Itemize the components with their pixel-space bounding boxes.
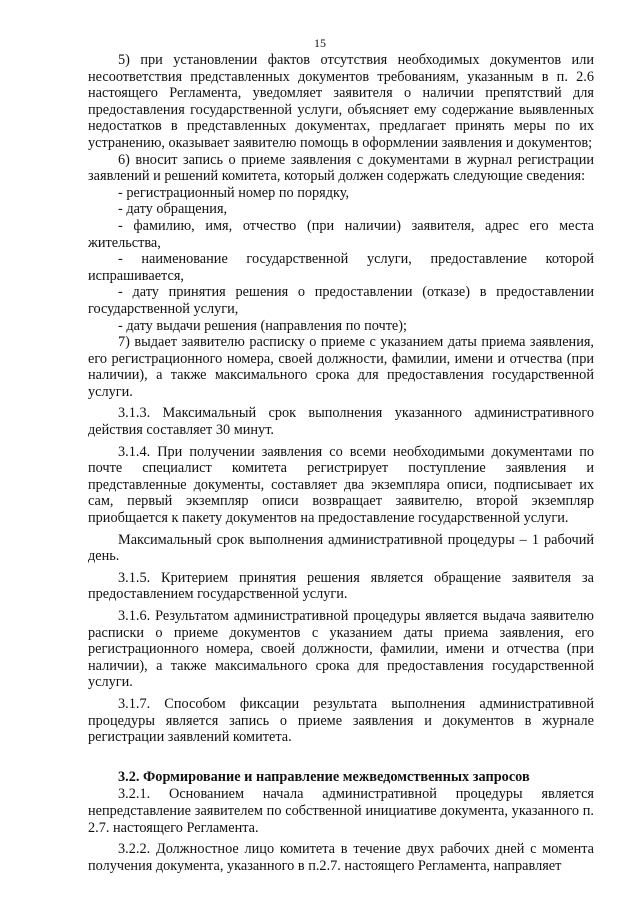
paragraph-item-7: 7) выдает заявителю расписку о приеме с указанием даты приема заявления, его регистрационного номера, своей должности, фамилии, имени и отчества (при наличии), а также максимального срока для предоставления государственной услуги.	[88, 334, 594, 400]
list-item: - дату принятия решения о предоставлении (отказе) в предоставлении государственной услуги,	[88, 284, 594, 317]
paragraph-3-2-2: 3.2.2. Должностное лицо комитета в течение двух рабочих дней с момента получения документа, указанного в п.2.7. настоящего Регламента, направляет	[88, 841, 594, 874]
paragraph-item-6: 6) вносит запись о приеме заявления с документами в журнал регистрации заявлений и решений комитета, который должен содержать следующие сведения:	[88, 151, 594, 185]
paragraph-3-1-4: 3.1.4. При получении заявления со всеми необходимыми документами по почте специалист комитета регистрирует поступление заявления и представленные документы, составляет два экземпляра описи, подписывает их сам, первый экземпляр описи возвращает заявителю, второй экземпляр приобщается к пакету документов на предоставление государственной услуги.	[88, 443, 594, 527]
page-number: 15	[314, 36, 326, 50]
list-item: - наименование государственной услуги, предоставление которой испрашивается,	[88, 251, 594, 284]
paragraph-3-1-6: 3.1.6. Результатом административной процедуры является выдача заявителю расписки о приеме документов с указанием даты приема заявления, его регистрационного номера, своей должности, фамилии, имени и отчества (при наличии), а также максимального срока для предоставления государственной услуги.	[88, 608, 594, 691]
list-item: - дату выдачи решения (направления по почте);	[118, 317, 408, 334]
list-item: - регистрационный номер по порядку,	[118, 184, 350, 201]
list-item: - фамилию, имя, отчество (при наличии) заявителя, адрес его места жительства,	[88, 217, 594, 251]
paragraph-3-2-1: 3.2.1. Основанием начала административной процедуры является непредставление заявителем по собственной инициативе документа, указанного п. 2.7. настоящего Регламента.	[88, 786, 594, 836]
document-body	[88, 52, 594, 874]
paragraph-max-term: Максимальный срок выполнения административной процедуры – 1 рабочий день.	[88, 531, 594, 565]
paragraph-3-1-5: 3.1.5. Критерием принятия решения является обращение заявителя за предоставлением государственной услуги.	[88, 569, 594, 603]
paragraph-item-5: 5) при установлении фактов отсутствия необходимых документов или несоответствия представленных документов требованиям, указанным в п. 2.6 настоящего Регламента, уведомляет заявителя о наличии препятствий для предоставления государственной услуги, объясняет ему содержание выявленных недостатков в представленных документах, предлагает принять меры по их устранению, оказывает заявителю помощь в оформлении заявления и документов;	[88, 52, 594, 151]
section-heading: 3.2. Формирование и направление межведомственных запросов	[118, 768, 530, 785]
paragraph-3-1-3: 3.1.3. Максимальный срок выполнения указанного административного действия составляет 30 минут.	[88, 405, 594, 439]
list-item: - дату обращения,	[118, 201, 228, 218]
paragraph-3-1-7: 3.1.7. Способом фиксации результата выполнения административной процедуры является запись о приеме заявления и документов в журнале регистрации заявлений комитета.	[88, 695, 594, 746]
